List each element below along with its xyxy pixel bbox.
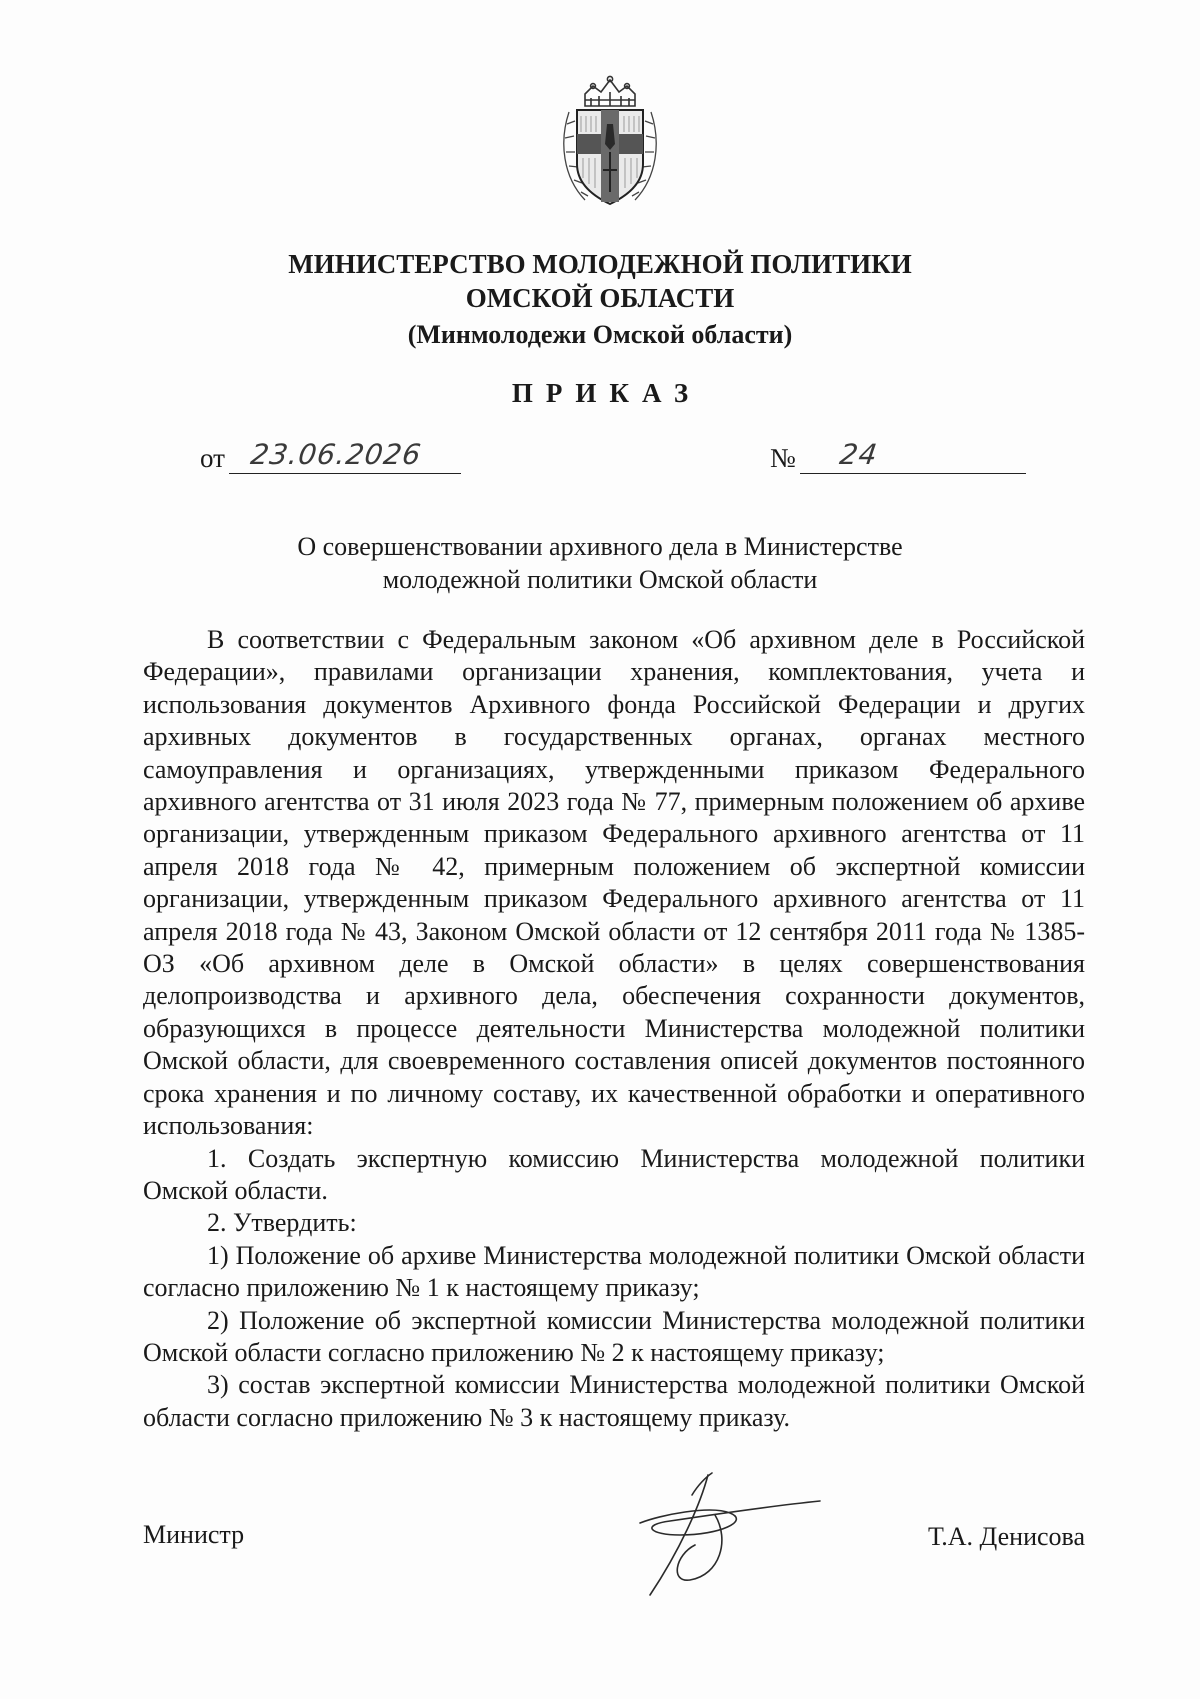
date-field bbox=[229, 438, 461, 474]
preamble-paragraph: В соответствии с Федеральным законом «Об архивном деле в Российской Федерации», правилами организации хранения, комплектования, учета и использования документов Архивного фонда Российской Федерации и других архивных документов в государственных органах, органах местного самоуправления и организациях, утвержденными приказом Федерального архивного агентства от 31 июля 2023 года № 77, примерным положением об архиве организации, утвержденным приказом Федерального архивного агентства от 11 апреля 2018 года № 42, примерным положением об экспертной комиссии организации, утвержденным приказом Федерального архивного агентства от 11 апреля 2018 года № 43, Законом Омской области от 12 сентября 2011 года № 1385-ОЗ «Об архивном деле в Омской области» в целях совершенствования делопроизводства и архивного дела, обеспечения сохранности документов, образующихся в процессе деятельности Министерства молодежной политики Омской области, для своевременного составления описей документов постоянного срока хранения и по личному составу, их качественной обработки и оперативного использования: bbox=[143, 625, 1085, 1141]
handwritten-signature-icon bbox=[620, 1455, 840, 1605]
date-prefix: от bbox=[200, 443, 225, 473]
item-2-paragraph: 2. Утвердить: bbox=[207, 1208, 357, 1238]
item-2-1-paragraph: 1) Положение об архиве Министерства молодежной политики Омской области согласно приложению № 1 к настоящему приказу; bbox=[143, 1240, 1085, 1303]
number-field bbox=[800, 438, 1026, 474]
item-1-paragraph: 1. Создать экспертную комиссию Министерства молодежной политики Омской области. bbox=[143, 1143, 1085, 1205]
order-body bbox=[143, 624, 1085, 1434]
subject-line1: О совершенствовании архивного дела в Министерстве bbox=[297, 532, 903, 561]
ministry-short-name: (Минмолодежи Омской области) bbox=[407, 320, 793, 349]
number-value: 24 bbox=[837, 438, 880, 471]
subject-line2: молодежной политики Омской области bbox=[382, 565, 818, 594]
item-2-2-paragraph: 2) Положение об экспертной комиссии Министерства молодежной политики Омской области согласно приложению № 2 к настоящему приказу; bbox=[143, 1305, 1085, 1367]
signatory-name: Т.А. Денисова bbox=[928, 1522, 1085, 1551]
signatory-position: Министр bbox=[143, 1520, 245, 1549]
omsk-coat-of-arms-icon bbox=[555, 72, 665, 210]
ministry-name-line1: МИНИСТЕРСТВО МОЛОДЕЖНОЙ ПОЛИТИКИ bbox=[288, 249, 912, 279]
date-value: 23.06.2026 bbox=[248, 438, 424, 471]
order-number-row bbox=[770, 438, 1026, 474]
order-subject bbox=[0, 530, 1200, 596]
order-date-row bbox=[200, 438, 461, 474]
number-prefix: № bbox=[770, 443, 796, 473]
ministry-name-line2: ОМСКОЙ ОБЛАСТИ bbox=[465, 283, 735, 313]
item-2-3-paragraph: 3) состав экспертной комиссии Министерства молодежной политики Омской области согласно приложению № 3 к настоящему приказу. bbox=[143, 1370, 1085, 1432]
document-type-title: ПРИКАЗ bbox=[511, 378, 702, 408]
